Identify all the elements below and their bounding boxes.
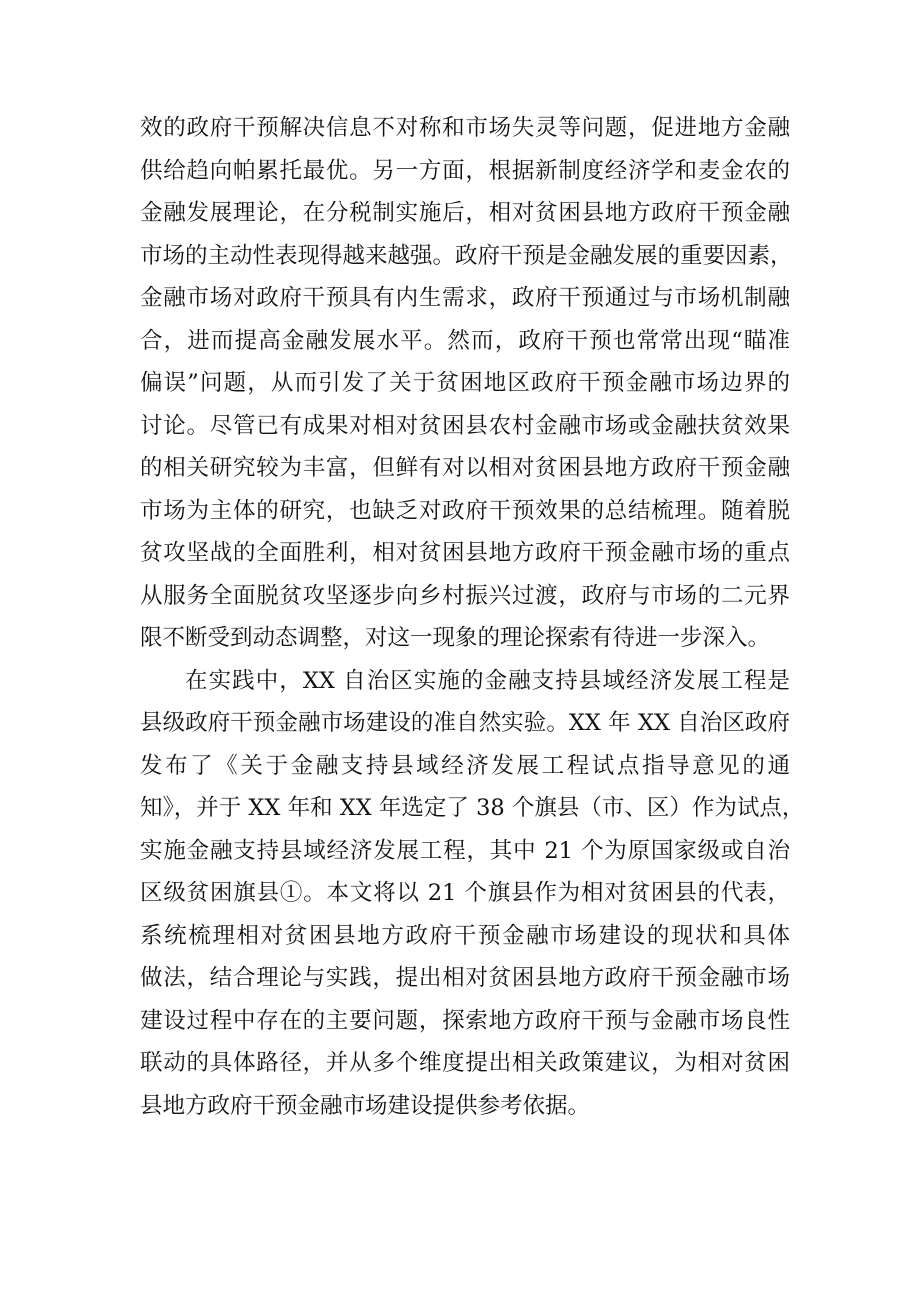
text-line: 县级政府干预金融市场建设的准自然实验。XX 年 XX 自治区政府 [140,710,790,736]
paragraph-2 [140,660,805,1128]
text-line: 发布了《关于金融支持县域经济发展工程试点指导意见的通 [140,752,790,779]
text-line: 金融市场对政府干预具有内生需求，政府干预通过与市场机制融 [140,285,790,311]
text-line: 贫攻坚战的全面胜利，相对贫困县地方政府干预金融市场的重点 [140,540,790,566]
text-line: 做法，结合理论与实践，提出相对贫困县地方政府干预金融市场 [140,965,790,991]
text-line: 的相关研究较为丰富，但鲜有对以相对贫困县地方政府干预金融 [140,455,790,481]
text-line: 市场为主体的研究，也缺乏对政府干预效果的总结梳理。随着脱 [140,497,790,524]
paragraph-1 [140,107,793,660]
text-line: 在实践中，XX 自治区实施的金融支持县域经济发展工程是 [185,667,790,694]
text-line: 系统梳理相对贫困县地方政府干预金融市场建设的现状和具体 [140,922,790,949]
text-line: 效的政府干预解决信息不对称和市场失灵等问题，促进地方金融 [140,115,790,141]
text-line: 限不断受到动态调整，对这一现象的理论探索有待进一步深入。 [140,625,771,651]
text-line: 县地方政府干预金融市场建设提供参考依据。 [140,1092,591,1119]
text-line: 知》，并于 XX 年和 XX 年选定了 38 个旗县（市、区）作为试点， [140,795,805,821]
text-line: 合，进而提高金融发展水平。然而，政府干预也常常出现“瞄准 [140,327,790,354]
text-line: 市场的主动性表现得越来越强。政府干预是金融发展的重要因素， [140,242,793,269]
text-line: 联动的具体路径，并从多个维度提出相关政策建议，为相对贫困 [140,1050,790,1076]
body-text [140,107,805,1127]
text-line: 讨论。尽管已有成果对相对贫困县农村金融市场或金融扶贫效果 [140,412,790,439]
text-line: 区级贫困旗县①。本文将以 21 个旗县作为相对贫困县的代表， [140,880,790,906]
text-line: 偏误”问题，从而引发了关于贫困地区政府干预金融市场边界的 [140,370,790,396]
text-line: 金融发展理论，在分税制实施后，相对贫困县地方政府干预金融 [140,200,790,226]
text-line: 供给趋向帕累托最优。另一方面，根据新制度经济学和麦金农的 [140,157,790,184]
text-line: 实施金融支持县域经济发展工程，其中 21 个为原国家级或自治 [140,837,790,864]
text-line: 建设过程中存在的主要问题，探索地方政府干预与金融市场良性 [140,1007,790,1034]
text-line: 从服务全面脱贫攻坚逐步向乡村振兴过渡，政府与市场的二元界 [140,582,790,609]
